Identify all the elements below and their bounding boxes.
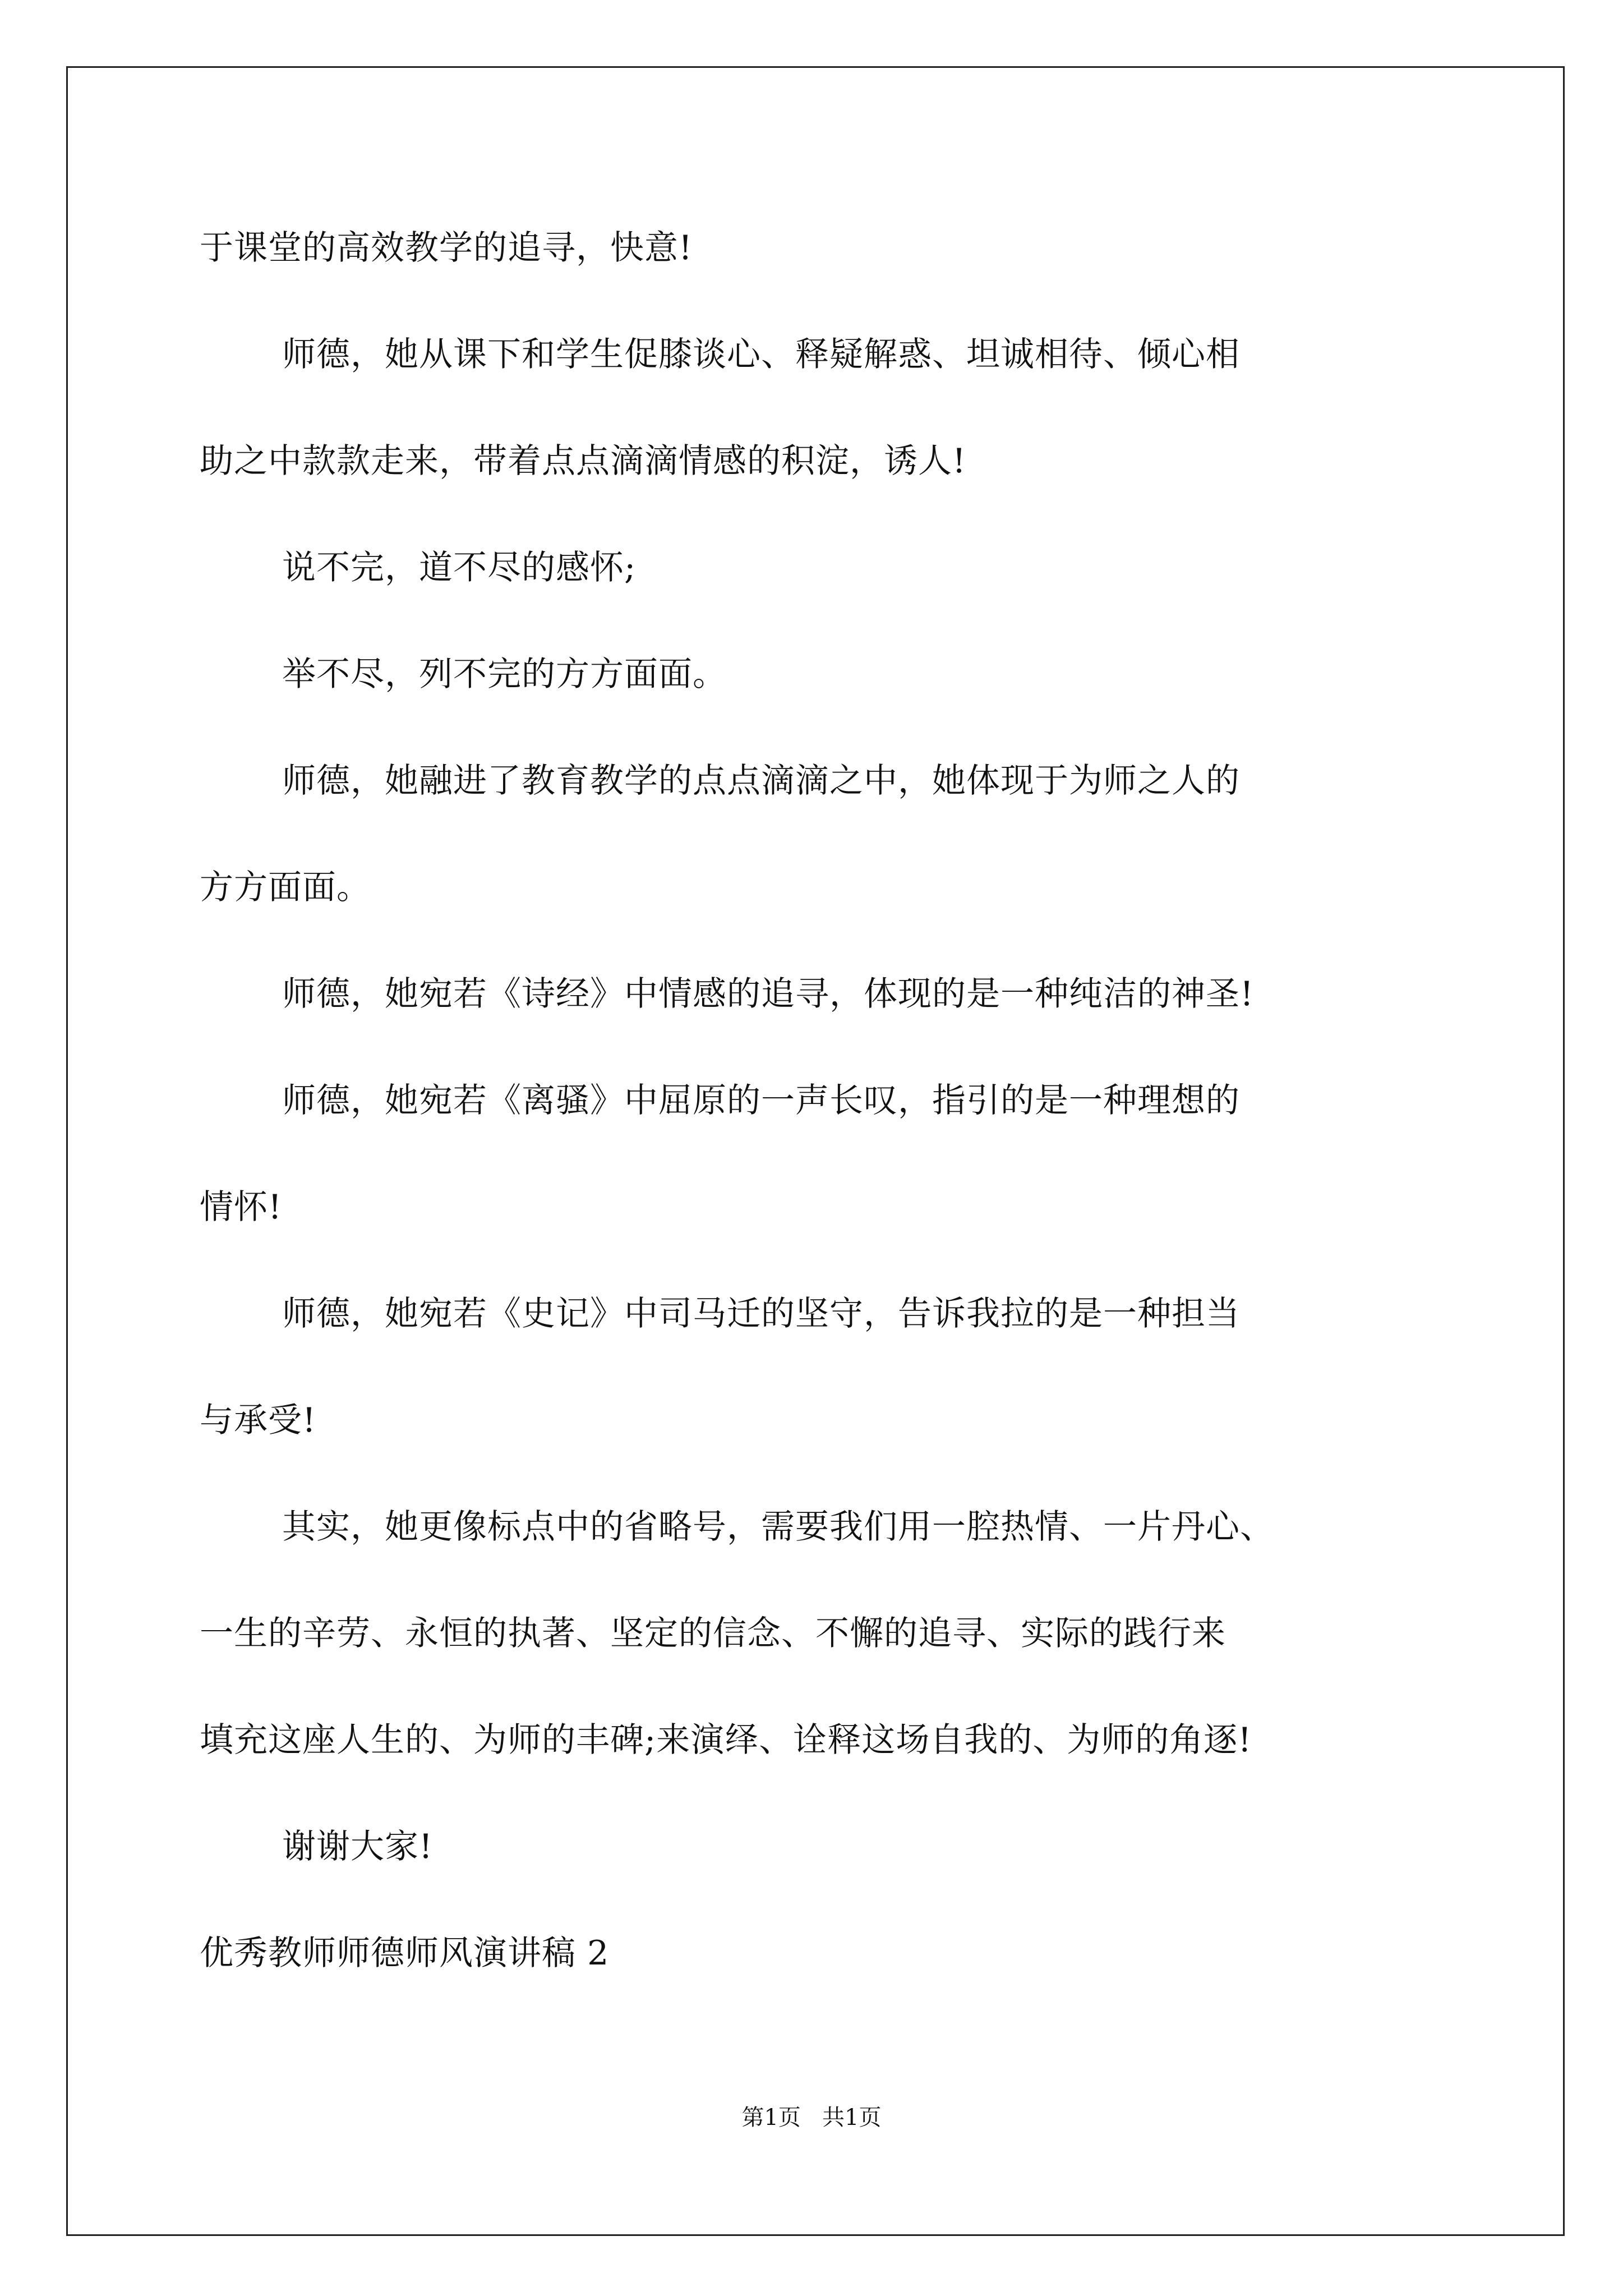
body-line: 填充这座人生的、为师的丰碑;来演绎、诠释这场自我的、为师的角逐! (200, 1720, 1252, 1760)
body-line: 一生的辛劳、永恒的执著、坚定的信念、不懈的追寻、实际的践行来 (200, 1614, 1226, 1653)
paragraph-line: 师德，她从课下和学生促膝谈心、释疑解惑、坦诚相待、倾心相 (282, 335, 1240, 374)
body-line: 情怀! (200, 1188, 283, 1227)
page-footer: 第1页 共1页 (741, 2105, 882, 2131)
paragraph-line: 师德，她宛若《史记》中司马迁的坚守，告诉我拉的是一种担当 (282, 1294, 1240, 1333)
body-line: 方方面面。 (200, 868, 371, 907)
section-heading: 优秀教师师德师风演讲稿 2 (200, 1934, 610, 1973)
paragraph-line: 师德，她宛若《诗经》中情感的追寻，体现的是一种纯洁的神圣! (282, 974, 1255, 1014)
page-border (66, 66, 1565, 2236)
paragraph-line: 举不尽，列不完的方方面面。 (282, 655, 727, 694)
body-line: 于课堂的高效教学的追寻，快意! (200, 228, 693, 268)
paragraph-line: 谢谢大家! (282, 1827, 434, 1866)
paragraph-line: 师德，她宛若《离骚》中屈原的一声长叹，指引的是一种理想的 (282, 1081, 1240, 1120)
body-line: 助之中款款走来，带着点点滴滴情感的积淀，诱人! (200, 441, 967, 481)
paragraph-line: 说不完，道不尽的感怀; (282, 548, 637, 587)
body-line: 与承受! (200, 1401, 317, 1440)
paragraph-line: 其实，她更像标点中的省略号，需要我们用一腔热情、一片丹心、 (282, 1507, 1274, 1547)
paragraph-line: 师德，她融进了教育教学的点点滴滴之中，她体现于为师之人的 (282, 761, 1240, 800)
